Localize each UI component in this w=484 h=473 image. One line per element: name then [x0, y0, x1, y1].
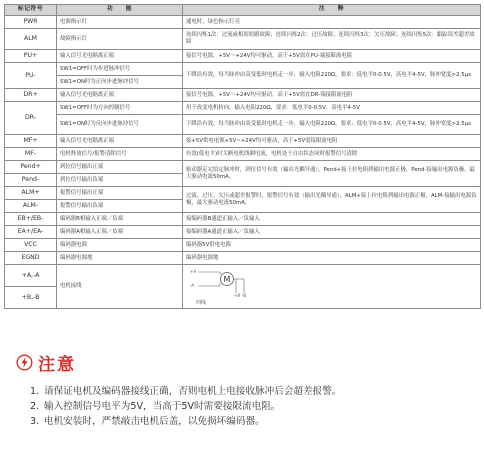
row-symbol: DR+: [5, 89, 57, 102]
table-row: [5, 161, 481, 174]
row-note: 编码器电源地: [183, 252, 481, 265]
row-function: 编码器电源地: [57, 252, 183, 265]
row-note: 编码器5V供电电源: [183, 239, 481, 252]
row-symbol: ALM-: [5, 200, 57, 213]
row-note: 接+5V供电电源+5V~+24V均可驱动，高于+5V需接限流电阻: [183, 135, 481, 148]
table-row: [5, 213, 481, 226]
row-function: 故障指示灯: [57, 29, 183, 50]
row-symbol: EGND: [5, 252, 57, 265]
row-note: 过流、过压、欠压或超差报警时，报警信号有效（输出光耦导通），ALM+接上拉电阻到输出电源正极，ALM-接输出电源负极，最大驱动电流50mA。: [183, 187, 481, 213]
notice-item-text: 电机安装时，严禁敲击电机后盖，以免损坏编码器。: [44, 416, 265, 427]
row-function: SW1=OFF时为步进脉冲信号: [57, 63, 183, 76]
notice-title: 注意: [38, 355, 76, 375]
row-symbol: VCC: [5, 239, 57, 252]
row-symbol: PWR: [5, 16, 57, 29]
row-symbol: DR-: [5, 102, 57, 135]
notice-item: [30, 414, 341, 429]
notice-item-number: 1.: [30, 386, 40, 397]
header-note: 注 释: [183, 5, 481, 16]
row-function: 到位信号输出负端: [57, 174, 183, 187]
notice-item: [30, 384, 341, 399]
row-note: 接信号电源，+5V～+24V均可驱动，高于+5V需在PU-端接限流电阻: [183, 50, 481, 63]
notice-item-text: 请保证电机及编码器接线正确，否则电机上电接收脉冲后会超差报警。: [44, 386, 342, 397]
row-function: SW1=ON时为反向步进脉冲信号: [57, 115, 183, 135]
table-row: [5, 16, 481, 29]
row-note: 下降沿有效，每当脉冲由高变低时电机走一步，输入电阻220Ω，要求：低电平0-0.5V，高电平4-5V，脉冲宽度>2.5μs: [183, 115, 481, 135]
row-function: 输入信号光电隔离正端: [57, 135, 183, 148]
table-row: [5, 252, 481, 265]
row-symbol: PU-: [5, 63, 57, 89]
row-symbol: +A,-A: [5, 265, 57, 287]
notice-header: [16, 350, 76, 375]
motor-wiring-diagram-cell: [183, 265, 481, 309]
row-function: 电机接线: [57, 265, 183, 309]
row-function: 报警信号输出正端: [57, 187, 183, 200]
row-function: 编码器B相输入正端／负端: [57, 213, 183, 226]
row-note: 接编码器B通道正输入／负输入: [183, 213, 481, 226]
row-function: SW1=OFF时为方向控制信号: [57, 102, 183, 115]
table-header-row: [5, 5, 481, 16]
row-note: 下降沿有效，每当脉冲由高变低时电机走一步，输入电阻220Ω，要求：低电平0-0.5V，高电平4-5V，脉冲宽度>2.5μs: [183, 63, 481, 89]
row-note: 有效(低电平)时关断电机线圈电流，电机处于自由状态同时报警信号清除: [183, 148, 481, 161]
row-function: 电源指示灯: [57, 16, 183, 29]
row-symbol: +B,-B: [5, 287, 57, 309]
row-symbol: MF-: [5, 148, 57, 161]
motor-label: M: [223, 274, 231, 284]
table-row: [5, 239, 481, 252]
plus-a-label: +A: [190, 268, 197, 274]
lightning-warning-icon: [16, 354, 33, 371]
table-row: [5, 29, 481, 50]
row-symbol: ALM: [5, 29, 57, 50]
notice-list: [30, 384, 341, 429]
row-note: 接编码器A通道正输入／负输入: [183, 226, 481, 239]
plus-b-label: +B: [234, 292, 241, 298]
row-function: 报警信号输出负端: [57, 200, 183, 213]
header-function: 功 能: [57, 5, 183, 16]
row-function: 编码器电源: [57, 239, 183, 252]
row-symbol: Pend+: [5, 161, 57, 174]
row-function: 电机释放信号/报警清除信号: [57, 148, 183, 161]
row-note: 通电时，绿色指示灯亮: [183, 16, 481, 29]
row-note: 连续闪烁1次：过流或相间短路故障；连续闪烁2次：过压故障；连续闪烁3次：欠压故障；连续闪烁5次：跟踪误差超差故障: [183, 29, 481, 50]
terminal-description-table: [4, 4, 481, 309]
minus-a-label: -A: [190, 282, 195, 288]
row-function: 输入信号光电隔离正端: [57, 50, 183, 63]
notice-item: [30, 399, 341, 414]
row-function: 编码器A相输入正端／负端: [57, 226, 183, 239]
table-row: [5, 148, 481, 161]
row-function: SW1=ON时为正向步进脉冲信号: [57, 76, 183, 89]
notice-item-number: 3.: [30, 416, 40, 427]
row-symbol: MF+: [5, 135, 57, 148]
row-function: 输入信号光电隔离正端: [57, 89, 183, 102]
row-symbol: EA+/EA-: [5, 226, 57, 239]
table-row: [5, 63, 481, 76]
table-row: [5, 187, 481, 200]
phase-label: 四线: [196, 299, 207, 306]
header-symbol: 标记符号: [5, 5, 57, 16]
table-row: [5, 135, 481, 148]
row-symbol: EB+/EB-: [5, 213, 57, 226]
motor-wiring-diagram: [190, 267, 250, 307]
row-symbol: ALM+: [5, 187, 57, 200]
row-function: 到位信号输出正端: [57, 161, 183, 174]
table-row: [5, 50, 481, 63]
row-symbol: Pend-: [5, 174, 57, 187]
table-row: [5, 102, 481, 115]
table-row: [5, 226, 481, 239]
row-note: 用于改变电机转向。输入电阻220Ω，要求：低电平0-0.5V，高电平4-5V: [183, 102, 481, 115]
notice-item-text: 输入控制信号电平为5V，当高于5V时需要接限流电阻。: [44, 401, 281, 412]
motor-diagram-svg: [190, 267, 250, 307]
minus-b-label: -B: [242, 292, 247, 298]
table-row: [5, 115, 481, 135]
table-row: [5, 265, 481, 287]
row-note: 接信号电源，+5V～+24V均可驱动，高于+5V需在DR-端接限流电阻: [183, 89, 481, 102]
notice-item-number: 2.: [30, 401, 40, 412]
row-note: 驱动器走完给定脉冲时，到位信号有效（输出光耦导通），Pend+接上拉电阻到输出电源正极，Pend-接输出电源负极，最大驱动电流50mA。: [183, 161, 481, 187]
table-row: [5, 89, 481, 102]
row-symbol: PU+: [5, 50, 57, 63]
